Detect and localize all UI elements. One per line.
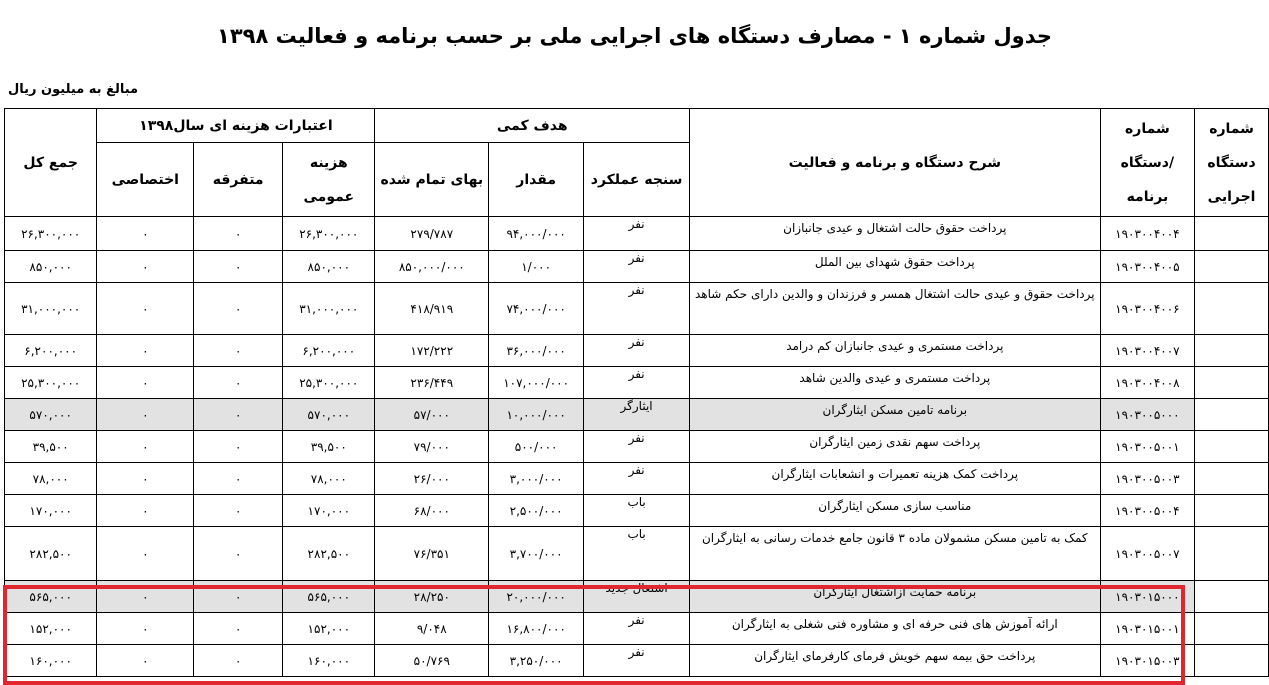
cell-performance-measure: باب: [584, 527, 690, 581]
cell-misc: ۰: [194, 527, 283, 581]
cell-description: ارائه آموزش های فنی حرفه ای و مشاوره فنی شغلی به ایثارگران: [689, 613, 1100, 645]
cell-performance-measure: نفر: [584, 367, 690, 399]
cell-program-code: ۱۹۰۳۰۰۵۰۰۰: [1100, 399, 1195, 431]
cell-description: پرداخت حقوق حالت اشتغال و عیدی جانبازان: [689, 217, 1100, 251]
header-agency-no: شماره دستگاه اجرایی: [1195, 109, 1269, 217]
cell-amount: ۲,۵۰۰/۰۰۰: [489, 495, 584, 527]
cell-agency-no: [1195, 399, 1269, 431]
table-row: [5, 463, 1269, 495]
cell-general-cost: ۳۹,۵۰۰: [283, 431, 375, 463]
cell-amount: ۳,۲۵۰/۰۰۰: [489, 645, 584, 677]
cell-general-cost: ۱۵۲,۰۰۰: [283, 613, 375, 645]
cell-dedicated: ۰: [97, 581, 194, 613]
cell-finished-price: ۵۰/۷۶۹: [375, 645, 489, 677]
cell-misc: ۰: [194, 217, 283, 251]
cell-description: برنامه حمایت ازاشتغال ایثارگران: [689, 581, 1100, 613]
cell-performance-measure: نفر: [584, 251, 690, 283]
cell-misc: ۰: [194, 581, 283, 613]
table-row: [5, 367, 1269, 399]
cell-misc: ۰: [194, 283, 283, 335]
cell-dedicated: ۰: [97, 251, 194, 283]
cell-performance-measure: ایثارگر: [584, 399, 690, 431]
cell-program-code: ۱۹۰۳۰۰۵۰۰۱: [1100, 431, 1195, 463]
cell-finished-price: ۷۶/۳۵۱: [375, 527, 489, 581]
cell-program-code: ۱۹۰۳۰۰۴۰۰۴: [1100, 217, 1195, 251]
cell-program-code: ۱۹۰۳۰۰۴۰۰۷: [1100, 335, 1195, 367]
cell-misc: ۰: [194, 431, 283, 463]
cell-amount: ۱۶,۸۰۰/۰۰۰: [489, 613, 584, 645]
cell-amount: ۳,۰۰۰/۰۰۰: [489, 463, 584, 495]
cell-dedicated: ۰: [97, 431, 194, 463]
cell-general-cost: ۲۸۲,۵۰۰: [283, 527, 375, 581]
cell-general-cost: ۱۶۰,۰۰۰: [283, 645, 375, 677]
cell-program-code: ۱۹۰۳۰۰۴۰۰۵: [1100, 251, 1195, 283]
program-row: [5, 581, 1269, 613]
cell-total: ۸۵۰,۰۰۰: [5, 251, 97, 283]
cell-program-code: ۱۹۰۳۰۰۵۰۰۴: [1100, 495, 1195, 527]
cell-dedicated: ۰: [97, 495, 194, 527]
cell-finished-price: ۴۱۸/۹۱۹: [375, 283, 489, 335]
table-row: [5, 251, 1269, 283]
cell-total: ۶,۲۰۰,۰۰۰: [5, 335, 97, 367]
cell-description: پرداخت حق بیمه سهم خویش فرمای کارفرمای ایثارگران: [689, 645, 1100, 677]
cell-misc: ۰: [194, 335, 283, 367]
cell-performance-measure: نفر: [584, 463, 690, 495]
cell-general-cost: ۵۷۰,۰۰۰: [283, 399, 375, 431]
cell-dedicated: ۰: [97, 217, 194, 251]
unit-note: مبالغ به میلیون ریال: [8, 82, 139, 97]
header-general-cost: هزینه عمومی: [283, 143, 375, 217]
cell-performance-measure: باب: [584, 495, 690, 527]
cell-finished-price: ۲۸/۲۵۰: [375, 581, 489, 613]
cell-total: ۱۶۰,۰۰۰: [5, 645, 97, 677]
header-target-group: هدف کمی: [375, 109, 690, 143]
cell-dedicated: ۰: [97, 283, 194, 335]
cell-finished-price: ۵۷/۰۰۰: [375, 399, 489, 431]
cell-amount: ۲۰,۰۰۰/۰۰۰: [489, 581, 584, 613]
cell-misc: ۰: [194, 463, 283, 495]
cell-misc: ۰: [194, 367, 283, 399]
cell-amount: ۱۰۷,۰۰۰/۰۰۰: [489, 367, 584, 399]
table-row: [5, 527, 1269, 581]
cell-description: کمک به تامین مسکن مشمولان ماده ۳ قانون جامع خدمات رسانی به ایثارگران: [689, 527, 1100, 581]
cell-description: پرداخت مستمری و عیدی والدین شاهد: [689, 367, 1100, 399]
cell-agency-no: [1195, 495, 1269, 527]
cell-description: پرداخت کمک هزینه تعمیرات و انشعابات ایثارگران: [689, 463, 1100, 495]
cell-general-cost: ۷۸,۰۰۰: [283, 463, 375, 495]
cell-agency-no: [1195, 367, 1269, 399]
cell-general-cost: ۲۶,۳۰۰,۰۰۰: [283, 217, 375, 251]
header-misc: متفرقه: [194, 143, 283, 217]
cell-agency-no: [1195, 463, 1269, 495]
cell-total: ۵۷۰,۰۰۰: [5, 399, 97, 431]
cell-finished-price: ۲۷۹/۷۸۷: [375, 217, 489, 251]
cell-description: پرداخت حقوق شهدای بین الملل: [689, 251, 1100, 283]
cell-description: مناسب سازی مسکن ایثارگران: [689, 495, 1100, 527]
cell-performance-measure: نفر: [584, 645, 690, 677]
cell-total: ۱۷۰,۰۰۰: [5, 495, 97, 527]
cell-performance-measure: اشتغال جدید: [584, 581, 690, 613]
table-row: [5, 613, 1269, 645]
cell-misc: ۰: [194, 399, 283, 431]
header-dedicated: اختصاصی: [97, 143, 194, 217]
cell-amount: ۱۰,۰۰۰/۰۰۰: [489, 399, 584, 431]
cell-performance-measure: نفر: [584, 613, 690, 645]
cell-general-cost: ۳۱,۰۰۰,۰۰۰: [283, 283, 375, 335]
cell-agency-no: [1195, 645, 1269, 677]
cell-total: ۷۸,۰۰۰: [5, 463, 97, 495]
expenditure-table: [4, 108, 1269, 677]
cell-total: ۱۵۲,۰۰۰: [5, 613, 97, 645]
cell-agency-no: [1195, 217, 1269, 251]
cell-misc: ۰: [194, 613, 283, 645]
cell-amount: ۱/۰۰۰: [489, 251, 584, 283]
table-title: جدول شماره ۱ - مصارف دستگاه های اجرایی ملی بر حسب برنامه و فعالیت ۱۳۹۸: [217, 24, 1052, 48]
cell-general-cost: ۶,۲۰۰,۰۰۰: [283, 335, 375, 367]
cell-amount: ۳,۷۰۰/۰۰۰: [489, 527, 584, 581]
cell-agency-no: [1195, 527, 1269, 581]
cell-description: پرداخت مستمری و عیدی جانبازان کم درامد: [689, 335, 1100, 367]
cell-total: ۲۵,۳۰۰,۰۰۰: [5, 367, 97, 399]
cell-finished-price: ۸۵۰,۰۰۰/۰۰۰: [375, 251, 489, 283]
cell-dedicated: ۰: [97, 613, 194, 645]
cell-total: ۵۶۵,۰۰۰: [5, 581, 97, 613]
cell-description: برنامه تامین مسکن ایثارگران: [689, 399, 1100, 431]
table-row: [5, 335, 1269, 367]
header-performance-measure: سنجه عملکرد: [584, 143, 690, 217]
cell-performance-measure: نفر: [584, 431, 690, 463]
cell-program-code: ۱۹۰۳۰۱۵۰۰۳: [1100, 645, 1195, 677]
cell-total: ۳۹,۵۰۰: [5, 431, 97, 463]
cell-description: پرداخت حقوق و عیدی حالت اشتغال همسر و فرزندان و والدین دارای حکم شاهد: [689, 283, 1100, 335]
cell-amount: ۳۶,۰۰۰/۰۰۰: [489, 335, 584, 367]
header-description: شرح دستگاه و برنامه و فعالیت: [689, 109, 1100, 217]
cell-agency-no: [1195, 335, 1269, 367]
cell-finished-price: ۱۷۲/۲۲۲: [375, 335, 489, 367]
cell-general-cost: ۸۵۰,۰۰۰: [283, 251, 375, 283]
cell-finished-price: ۷۹/۰۰۰: [375, 431, 489, 463]
cell-performance-measure: نفر: [584, 283, 690, 335]
header-amount: مقدار: [489, 143, 584, 217]
cell-agency-no: [1195, 251, 1269, 283]
cell-dedicated: ۰: [97, 399, 194, 431]
cell-finished-price: ۶۸/۰۰۰: [375, 495, 489, 527]
cell-general-cost: ۱۷۰,۰۰۰: [283, 495, 375, 527]
cell-total: ۲۶,۳۰۰,۰۰۰: [5, 217, 97, 251]
cell-dedicated: ۰: [97, 463, 194, 495]
cell-amount: ۵۰۰/۰۰۰: [489, 431, 584, 463]
table-body: [5, 217, 1269, 677]
cell-agency-no: [1195, 431, 1269, 463]
table-row: [5, 217, 1269, 251]
cell-agency-no: [1195, 581, 1269, 613]
cell-dedicated: ۰: [97, 645, 194, 677]
cell-program-code: ۱۹۰۳۰۰۴۰۰۶: [1100, 283, 1195, 335]
cell-dedicated: ۰: [97, 367, 194, 399]
cell-misc: ۰: [194, 251, 283, 283]
table-row: [5, 495, 1269, 527]
cell-program-code: ۱۹۰۳۰۰۵۰۰۳: [1100, 463, 1195, 495]
cell-description: پرداخت سهم نقدی زمین ایثارگران: [689, 431, 1100, 463]
table-row: [5, 431, 1269, 463]
cell-program-code: ۱۹۰۳۰۱۵۰۰۱: [1100, 613, 1195, 645]
header-credits-group: اعتبارات هزینه ای سال۱۳۹۸: [97, 109, 375, 143]
cell-misc: ۰: [194, 645, 283, 677]
cell-misc: ۰: [194, 495, 283, 527]
cell-general-cost: ۵۶۵,۰۰۰: [283, 581, 375, 613]
cell-performance-measure: نفر: [584, 335, 690, 367]
cell-general-cost: ۲۵,۳۰۰,۰۰۰: [283, 367, 375, 399]
header-program-no: شماره دستگاه/ برنامه: [1100, 109, 1195, 217]
cell-finished-price: ۲۶/۰۰۰: [375, 463, 489, 495]
cell-amount: ۷۴,۰۰۰/۰۰۰: [489, 283, 584, 335]
cell-program-code: ۱۹۰۳۰۰۴۰۰۸: [1100, 367, 1195, 399]
table-row: [5, 283, 1269, 335]
cell-agency-no: [1195, 283, 1269, 335]
cell-program-code: ۱۹۰۳۰۱۵۰۰۰: [1100, 581, 1195, 613]
cell-finished-price: ۹/۰۴۸: [375, 613, 489, 645]
header-finished-price: بهای تمام شده: [375, 143, 489, 217]
cell-total: ۳۱,۰۰۰,۰۰۰: [5, 283, 97, 335]
cell-performance-measure: نفر: [584, 217, 690, 251]
cell-dedicated: ۰: [97, 335, 194, 367]
cell-dedicated: ۰: [97, 527, 194, 581]
cell-amount: ۹۴,۰۰۰/۰۰۰: [489, 217, 584, 251]
header-total: جمع کل: [5, 109, 97, 217]
cell-program-code: ۱۹۰۳۰۰۵۰۰۷: [1100, 527, 1195, 581]
cell-finished-price: ۲۳۶/۴۴۹: [375, 367, 489, 399]
cell-agency-no: [1195, 613, 1269, 645]
cell-total: ۲۸۲,۵۰۰: [5, 527, 97, 581]
table-row: [5, 645, 1269, 677]
program-row: [5, 399, 1269, 431]
